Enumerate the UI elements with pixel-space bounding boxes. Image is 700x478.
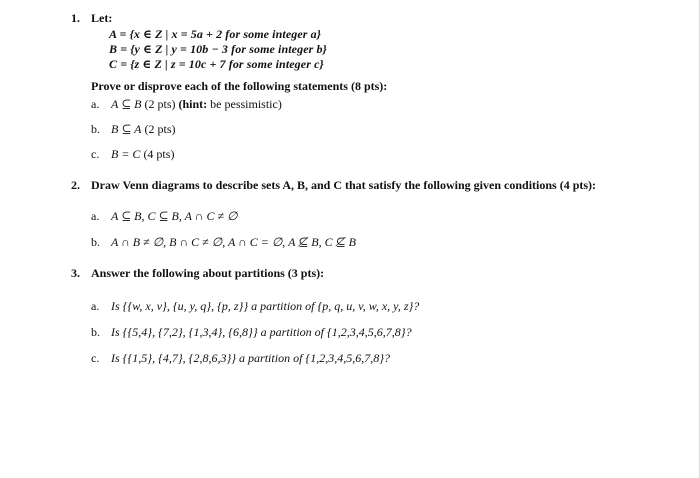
- q1-instruction: Prove or disprove each of the following statements (8 pts):: [91, 79, 388, 93]
- q3-number: 3.: [71, 266, 80, 280]
- q1-part-c: [111, 146, 174, 162]
- q1-part-a-hint-text: be pessimistic): [207, 97, 282, 111]
- q3-part-b-label: b.: [91, 325, 100, 339]
- q2-heading: Draw Venn diagrams to describe sets A, B, and C that satisfy the following given conditions (4 pts):: [91, 178, 597, 192]
- q2-part-b-label: b.: [91, 235, 100, 249]
- q3-part-b-stmt: Is {{5,4}, {7,2}, {1,3,4}, {6,8}} a partition of {1,2,3,4,5,6,7,8}?: [111, 325, 412, 339]
- q3-part-c-stmt: Is {{1,5}, {4,7}, {2,8,6,3}} a partition of {1,2,3,4,5,6,7,8}?: [111, 351, 390, 365]
- q3-part-c-label: c.: [91, 351, 100, 365]
- q1-part-c-pts: (4 pts): [140, 147, 175, 161]
- q1-part-a: [111, 96, 282, 112]
- q1-number: 1.: [71, 11, 80, 25]
- q1-part-b-stmt: B ⊆ A: [111, 122, 142, 136]
- q1-def-a: A = {x ∈ Z | x = 5a + 2 for some integer a}: [109, 27, 322, 41]
- q2-part-a-label: a.: [91, 209, 100, 223]
- q1-def-c: C = {z ∈ Z | z = 10c + 7 for some integer c}: [109, 57, 324, 71]
- q3-part-a-label: a.: [91, 299, 100, 313]
- q1-part-a-hint-label: (hint:: [178, 97, 208, 111]
- q1-part-b-label: b.: [91, 122, 100, 136]
- q1-part-a-pts: (2 pts): [141, 97, 179, 111]
- q2-number: 2.: [71, 178, 80, 192]
- q1-part-b-pts: (2 pts): [141, 122, 176, 136]
- q1-part-b: [111, 121, 176, 137]
- q1-intro: Let:: [91, 11, 113, 25]
- q1-part-a-label: a.: [91, 97, 100, 111]
- q2-part-b-stmt: A ∩ B ≠ ∅, B ∩ C ≠ ∅, A ∩ C = ∅, A ⊈ B, C ⊈ B: [111, 235, 356, 249]
- q2-part-a-stmt: A ⊆ B, C ⊆ B, A ∩ C ≠ ∅: [111, 209, 238, 223]
- q3-heading: Answer the following about partitions (3 pts):: [91, 266, 325, 280]
- q1-part-c-label: c.: [91, 147, 100, 161]
- q1-part-c-stmt: B = C: [111, 147, 141, 161]
- q3-part-a-stmt: Is {{w, x, v}, {u, y, q}, {p, z}} a partition of {p, q, u, v, w, x, y, z}?: [111, 299, 420, 313]
- q1-def-b: B = {y ∈ Z | y = 10b − 3 for some integer b}: [109, 42, 327, 56]
- q1-part-a-stmt: A ⊆ B: [111, 97, 142, 111]
